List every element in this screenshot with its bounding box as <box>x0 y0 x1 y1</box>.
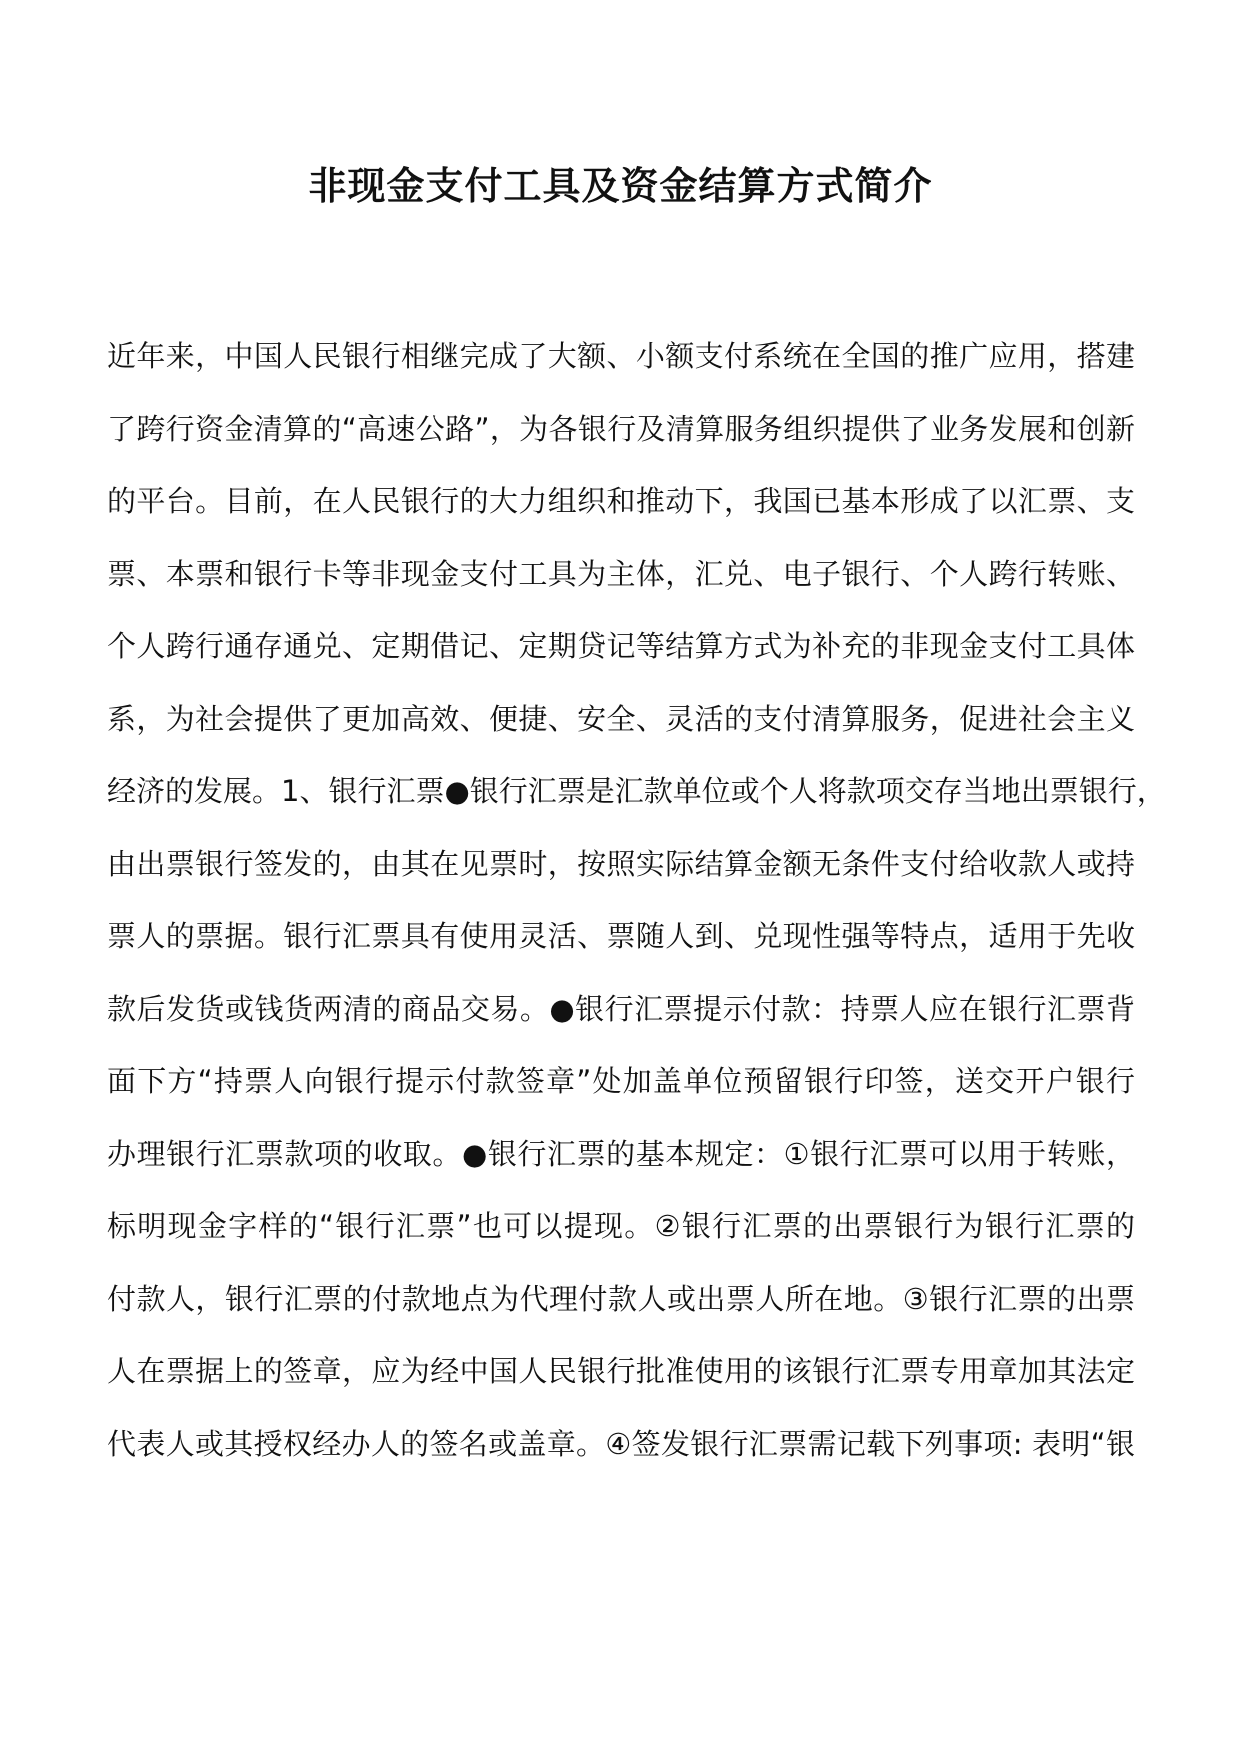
body-line: 票人的票据。银行汇票具有使用灵活、票随人到、兑现性强等特点，适用于先收 <box>107 919 1135 953</box>
body-line: 近年来，中国人民银行相继完成了大额、小额支付系统在全国的推广应用，搭建 <box>107 339 1135 373</box>
body-line: 标明现金字样的“银行汇票”也可以提现。②银行汇票的出票银行为银行汇票的 <box>107 1209 1135 1243</box>
body-line: 的平台。目前，在人民银行的大力组织和推动下，我国已基本形成了以汇票、支 <box>107 484 1135 518</box>
body-line: 代表人或其授权经办人的签名或盖章。④签发银行汇票需记载下列事项: 表明“银 <box>107 1426 1135 1461</box>
body-line: 系，为社会提供了更加高效、便捷、安全、灵活的支付清算服务，促进社会主义 <box>107 701 1135 736</box>
body-line: 由出票银行签发的，由其在见票时，按照实际结算金额无条件支付给收款人或持 <box>107 846 1135 881</box>
body-line: 付款人，银行汇票的付款地点为代理付款人或出票人所在地。③银行汇票的出票 <box>107 1281 1135 1316</box>
body-line: 经济的发展。1、银行汇票●银行汇票是汇款单位或个人将款项交存当地出票银行， <box>107 774 1166 808</box>
body-line: 办理银行汇票款项的收取。●银行汇票的基本规定：①银行汇票可以用于转账， <box>107 1136 1135 1171</box>
body-line: 人在票据上的签章，应为经中国人民银行批准使用的该银行汇票专用章加其法定 <box>107 1354 1135 1388</box>
body-line: 票、本票和银行卡等非现金支付工具为主体，汇兑、电子银行、个人跨行转账、 <box>107 556 1135 591</box>
body-line: 个人跨行通存通兑、定期借记、定期贷记等结算方式为补充的非现金支付工具体 <box>107 629 1135 663</box>
body-line: 面下方“持票人向银行提示付款签章”处加盖单位预留银行印签，送交开户银行 <box>107 1064 1135 1098</box>
document-title: 非现金支付工具及资金结算方式简介 <box>308 163 933 208</box>
body-line: 了跨行资金清算的“高速公路”，为各银行及清算服务组织提供了业务发展和创新 <box>107 411 1135 446</box>
body-line: 款后发货或钱货两清的商品交易。●银行汇票提示付款：持票人应在银行汇票背 <box>107 991 1135 1026</box>
